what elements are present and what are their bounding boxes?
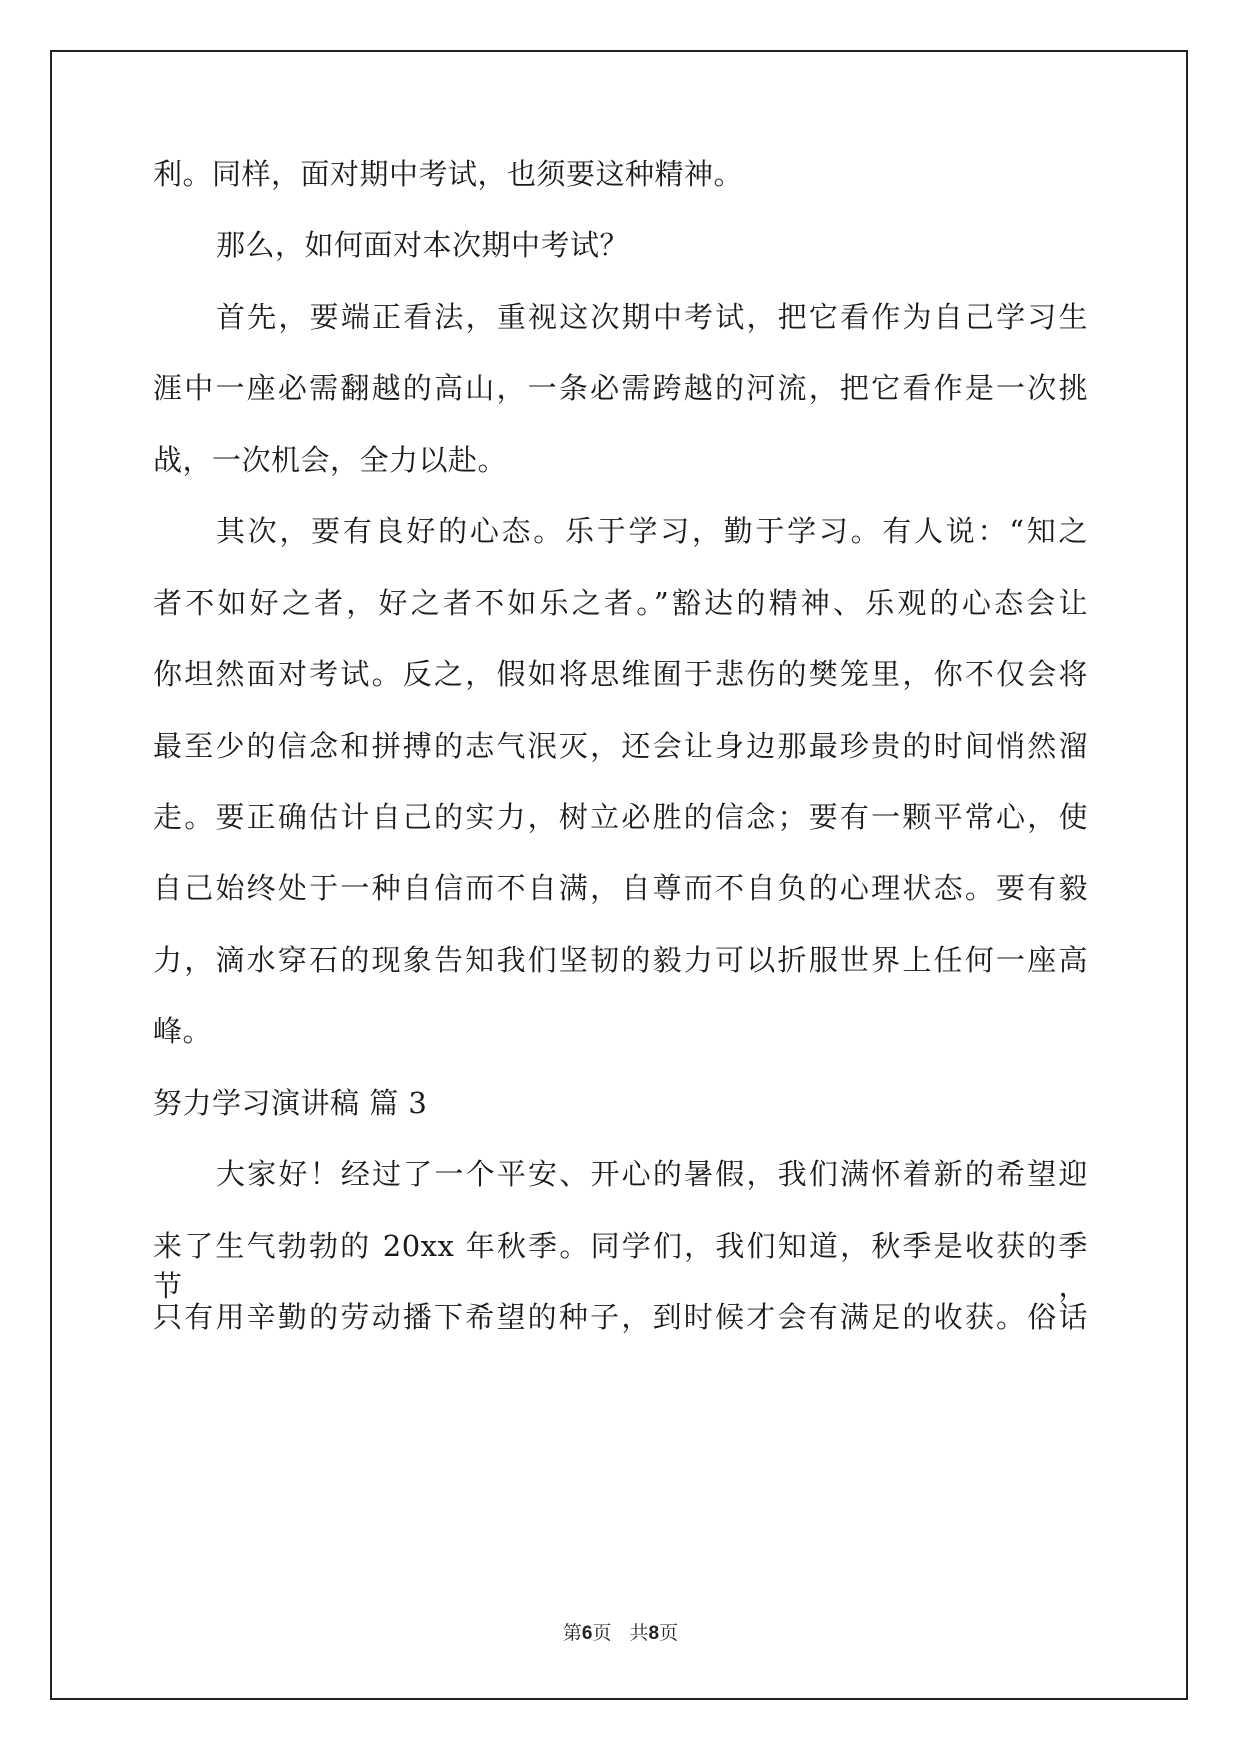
total-suffix: 页 [659, 1622, 679, 1644]
body-line-1: 利。同样，面对期中考试，也须要这种精神。 [153, 157, 744, 191]
body-line-16: 来了生气勃勃的 20xx 年秋季。同学们，我们知道，秋季是收获的季节， [153, 1229, 1088, 1303]
body-line-10: 走。要正确估计自己的实力，树立必胜的信念；要有一颗平常心，使 [153, 800, 1088, 834]
body-line-5: 战，一次机会，全力以赴。 [153, 443, 508, 477]
body-line-9: 最至少的信念和拼搏的志气泯灭，还会让身边那最珍贵的时间悄然溜 [153, 729, 1088, 763]
total-prefix: 共 [629, 1622, 649, 1644]
page-current: 6 [581, 1623, 593, 1644]
section-heading: 努力学习演讲稿 篇 3 [153, 1086, 428, 1120]
body-line-15: 大家好！经过了一个平安、开心的暑假，我们满怀着新的希望迎 [216, 1157, 1088, 1191]
page-prefix: 第 [562, 1622, 582, 1644]
body-line-12: 力，滴水穿石的现象告知我们坚韧的毅力可以折服世界上任何一座高 [153, 943, 1088, 977]
body-line-17: 只有用辛勤的劳动播下希望的种子，到时候才会有满足的收获。俗话 [153, 1300, 1088, 1334]
body-line-4: 涯中一座必需翻越的高山，一条必需跨越的河流，把它看作是一次挑 [153, 371, 1088, 405]
body-line-2: 那么，如何面对本次期中考试？ [216, 228, 630, 262]
body-line-3: 首先，要端正看法，重视这次期中考试，把它看作为自己学习生 [216, 300, 1088, 334]
body-line-7: 者不如好之者，好之者不如乐之者。”豁达的精神、乐观的心态会让 [153, 586, 1088, 620]
page-footer [0, 1620, 1241, 1647]
body-line-13: 峰。 [153, 1014, 213, 1048]
page-suffix: 页 [592, 1622, 612, 1644]
body-line-8: 你坦然面对考试。反之，假如将思维囿于悲伤的樊笼里，你不仅会将 [153, 657, 1088, 691]
page-total: 8 [648, 1623, 660, 1644]
body-line-11: 自己始终处于一种自信而不自满，自尊而不自负的心理状态。要有毅 [153, 871, 1088, 905]
body-line-6: 其次，要有良好的心态。乐于学习，勤于学习。有人说：“知之 [216, 514, 1088, 548]
